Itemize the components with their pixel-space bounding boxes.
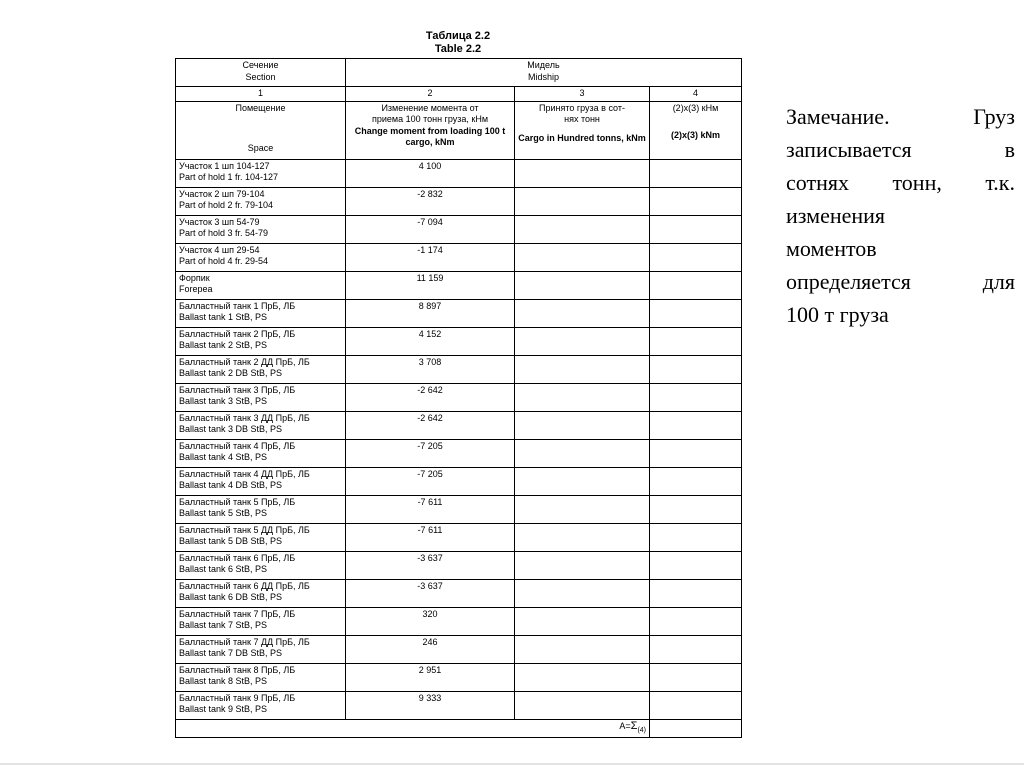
product-cell — [650, 607, 742, 635]
table-row — [176, 635, 742, 663]
col-number-2: 2 — [346, 87, 515, 102]
sum-cell — [176, 719, 650, 737]
header-row-section — [176, 59, 742, 87]
space-cell — [176, 523, 346, 551]
space-name-ru: Балластный танк 5 ДД ПрБ, ЛБ — [179, 524, 310, 535]
note-line: определяется для — [786, 269, 1015, 294]
table-row — [176, 299, 742, 327]
space-cell — [176, 607, 346, 635]
space-cell — [176, 159, 346, 187]
note-line: сотнях тонн, т.к. — [786, 170, 1015, 195]
space-name-ru: Балластный танк 2 ДД ПрБ, ЛБ — [179, 356, 310, 367]
note-line: изменения — [786, 203, 886, 228]
space-name-en: Ballast tank 5 DB StB, PS — [179, 536, 283, 546]
space-cell — [176, 327, 346, 355]
cargo-cell — [515, 271, 650, 299]
cargo-cell — [515, 327, 650, 355]
note-line: записывается в — [786, 137, 1015, 162]
space-cell — [176, 271, 346, 299]
space-name-ru: Балластный танк 3 ДД ПрБ, ЛБ — [179, 412, 310, 423]
cargo-cell — [515, 495, 650, 523]
table-body — [176, 159, 742, 719]
product-cell — [650, 187, 742, 215]
space-header-ru: Помещение — [235, 102, 286, 113]
moment-cell: 246 — [346, 635, 515, 663]
moment-cell: 4 100 — [346, 159, 515, 187]
table-row — [176, 187, 742, 215]
cargo-cell — [515, 411, 650, 439]
space-name-en: Part of hold 4 fr. 29-54 — [179, 256, 269, 266]
cargo-header-ru-1: Принято груза в сот- — [538, 102, 625, 113]
space-cell — [176, 187, 346, 215]
product-cell — [650, 327, 742, 355]
moment-header-ru-2: приема 100 тонн груза, кНм — [371, 114, 489, 124]
space-cell — [176, 551, 346, 579]
space-cell — [176, 579, 346, 607]
sum-product-cell — [650, 719, 742, 737]
product-cell — [650, 215, 742, 243]
cargo-cell — [515, 243, 650, 271]
moments-table-block — [175, 30, 741, 738]
moment-cell: -7 094 — [346, 215, 515, 243]
space-name-en: Ballast tank 7 StB, PS — [179, 620, 268, 630]
space-name-ru: Балластный танк 7 ПрБ, ЛБ — [179, 608, 296, 619]
space-name-en: Ballast tank 5 StB, PS — [179, 508, 268, 518]
cargo-cell — [515, 607, 650, 635]
space-header-en: Space — [247, 143, 274, 153]
section-header-ru: Сечение — [242, 60, 279, 70]
space-name-ru: Балластный танк 1 ПрБ, ЛБ — [179, 300, 296, 311]
moment-cell: -2 642 — [346, 411, 515, 439]
table-title-en: Table 2.2 — [434, 43, 482, 55]
sum-subscript: (4) — [637, 726, 646, 734]
moment-cell: -7 611 — [346, 495, 515, 523]
table-row — [176, 215, 742, 243]
space-cell — [176, 411, 346, 439]
sigma-symbol: Σ — [630, 719, 638, 732]
cargo-cell — [515, 523, 650, 551]
cargo-cell — [515, 635, 650, 663]
page-bottom-border — [0, 763, 1024, 765]
space-name-ru: Балластный танк 6 ДД ПрБ, ЛБ — [179, 580, 310, 591]
note-line: Замечание. Груз — [786, 104, 1015, 129]
space-name-en: Ballast tank 3 DB StB, PS — [179, 424, 283, 434]
table-row — [176, 523, 742, 551]
space-name-en: Ballast tank 3 StB, PS — [179, 396, 268, 406]
cargo-cell — [515, 215, 650, 243]
cargo-cell — [515, 383, 650, 411]
product-header-en: (2)x(3) kNm — [671, 130, 721, 140]
space-name-en: Part of hold 3 fr. 54-79 — [179, 228, 269, 238]
cargo-cell — [515, 187, 650, 215]
product-cell — [650, 383, 742, 411]
moment-header-ru-1: Изменение момента от — [381, 102, 479, 113]
moment-cell: 11 159 — [346, 271, 515, 299]
col-number-3: 3 — [515, 87, 650, 102]
table-row — [176, 495, 742, 523]
table-row — [176, 691, 742, 719]
cargo-header-ru-2: нях тонн — [564, 114, 600, 124]
space-name-ru: Балластный танк 3 ПрБ, ЛБ — [179, 384, 296, 395]
moment-cell: -3 637 — [346, 579, 515, 607]
table-title-ru: Таблица 2.2 — [425, 30, 491, 42]
midship-header-en: Midship — [528, 71, 560, 82]
space-name-en: Ballast tank 6 DB StB, PS — [179, 592, 283, 602]
cargo-cell — [515, 551, 650, 579]
table-row — [176, 551, 742, 579]
space-name-ru: Балластный танк 6 ПрБ, ЛБ — [179, 552, 296, 563]
note-line: 100 т груза — [786, 302, 889, 327]
moment-header — [346, 101, 515, 159]
product-cell — [650, 467, 742, 495]
moment-cell: -7 611 — [346, 523, 515, 551]
sum-row — [176, 719, 742, 737]
moments-table — [175, 58, 742, 738]
space-cell — [176, 663, 346, 691]
moment-cell: 4 152 — [346, 327, 515, 355]
table-row — [176, 607, 742, 635]
table-row — [176, 243, 742, 271]
space-name-en: Ballast tank 1 StB, PS — [179, 312, 268, 322]
cargo-cell — [515, 663, 650, 691]
moment-cell: 9 333 — [346, 691, 515, 719]
space-name-en: Part of hold 2 fr. 79-104 — [179, 200, 274, 210]
cargo-cell — [515, 439, 650, 467]
moment-header-en-2: cargo, kNm — [405, 137, 455, 147]
moment-cell: 3 708 — [346, 355, 515, 383]
header-row-titles — [176, 101, 742, 159]
space-name-en: Ballast tank 9 StB, PS — [179, 704, 268, 714]
col-number-1: 1 — [176, 87, 346, 102]
product-cell — [650, 411, 742, 439]
note-text — [786, 100, 1015, 331]
moment-cell: -3 637 — [346, 551, 515, 579]
space-name-ru: Балластный танк 7 ДД ПрБ, ЛБ — [179, 636, 310, 647]
moment-cell: -2 832 — [346, 187, 515, 215]
table-row — [176, 411, 742, 439]
space-name-en: Part of hold 1 fr. 104-127 — [179, 172, 279, 182]
space-cell — [176, 215, 346, 243]
sum-prefix: А= — [619, 720, 631, 731]
space-name-ru: Участок 1 шп 104-127 — [179, 160, 270, 171]
table-row — [176, 383, 742, 411]
product-cell — [650, 663, 742, 691]
space-cell — [176, 635, 346, 663]
moment-cell: -2 642 — [346, 383, 515, 411]
moment-cell: 8 897 — [346, 299, 515, 327]
cargo-cell — [515, 467, 650, 495]
space-name-ru: Балластный танк 2 ПрБ, ЛБ — [179, 328, 296, 339]
cargo-cell — [515, 355, 650, 383]
product-cell — [650, 495, 742, 523]
space-name-ru: Балластный танк 9 ПрБ, ЛБ — [179, 692, 296, 703]
space-name-en: Ballast tank 4 DB StB, PS — [179, 480, 283, 490]
table-row — [176, 355, 742, 383]
space-name-ru: Участок 2 шп 79-104 — [179, 188, 265, 199]
space-cell — [176, 439, 346, 467]
space-name-ru: Участок 4 шп 29-54 — [179, 244, 260, 255]
space-cell — [176, 383, 346, 411]
space-name-en: Ballast tank 4 StB, PS — [179, 452, 268, 462]
product-cell — [650, 523, 742, 551]
product-cell — [650, 439, 742, 467]
moment-cell: -1 174 — [346, 243, 515, 271]
product-cell — [650, 355, 742, 383]
space-name-ru: Балластный танк 8 ПрБ, ЛБ — [179, 664, 296, 675]
space-cell — [176, 355, 346, 383]
section-header-en: Section — [245, 71, 276, 82]
space-cell — [176, 299, 346, 327]
table-row — [176, 579, 742, 607]
product-cell — [650, 691, 742, 719]
space-name-ru: Балластный танк 4 ДД ПрБ, ЛБ — [179, 468, 310, 479]
cargo-cell — [515, 579, 650, 607]
space-header — [176, 101, 346, 159]
space-cell — [176, 495, 346, 523]
product-cell — [650, 579, 742, 607]
cargo-cell — [515, 299, 650, 327]
moment-cell: -7 205 — [346, 439, 515, 467]
space-name-ru: Балластный танк 4 ПрБ, ЛБ — [179, 440, 296, 451]
cargo-header — [515, 101, 650, 159]
product-cell — [650, 299, 742, 327]
product-cell — [650, 271, 742, 299]
space-cell — [176, 691, 346, 719]
table-row — [176, 439, 742, 467]
cargo-cell — [515, 159, 650, 187]
space-name-en: Ballast tank 2 StB, PS — [179, 340, 268, 350]
product-header — [650, 101, 742, 159]
space-name-en: Forepea — [179, 284, 213, 294]
table-row — [176, 159, 742, 187]
midship-header-ru: Мидель — [527, 60, 560, 70]
midship-header — [346, 59, 742, 87]
product-cell — [650, 243, 742, 271]
space-name-ru: Балластный танк 5 ПрБ, ЛБ — [179, 496, 296, 507]
cargo-header-en: Cargo in Hundred tonns, kNm — [518, 132, 646, 143]
moment-cell: 320 — [346, 607, 515, 635]
section-header — [176, 59, 346, 87]
moment-cell: -7 205 — [346, 467, 515, 495]
col-number-4: 4 — [650, 87, 742, 102]
table-row — [176, 467, 742, 495]
space-name-ru: Форпик — [179, 272, 210, 283]
table-row — [176, 271, 742, 299]
space-name-en: Ballast tank 2 DB StB, PS — [179, 368, 283, 378]
space-name-en: Ballast tank 6 StB, PS — [179, 564, 268, 574]
space-name-en: Ballast tank 7 DB StB, PS — [179, 648, 283, 658]
note-line: моментов — [786, 236, 877, 261]
space-name-ru: Участок 3 шп 54-79 — [179, 216, 260, 227]
moment-cell: 2 951 — [346, 663, 515, 691]
product-cell — [650, 159, 742, 187]
space-cell — [176, 243, 346, 271]
moment-header-en-1: Change moment from loading 100 t — [354, 125, 506, 136]
product-cell — [650, 635, 742, 663]
table-row — [176, 327, 742, 355]
space-name-en: Ballast tank 8 StB, PS — [179, 676, 268, 686]
product-cell — [650, 551, 742, 579]
header-row-numbers — [176, 87, 742, 102]
table-row — [176, 663, 742, 691]
cargo-cell — [515, 691, 650, 719]
space-cell — [176, 467, 346, 495]
product-header-ru: (2)x(3) кНм — [672, 102, 719, 113]
